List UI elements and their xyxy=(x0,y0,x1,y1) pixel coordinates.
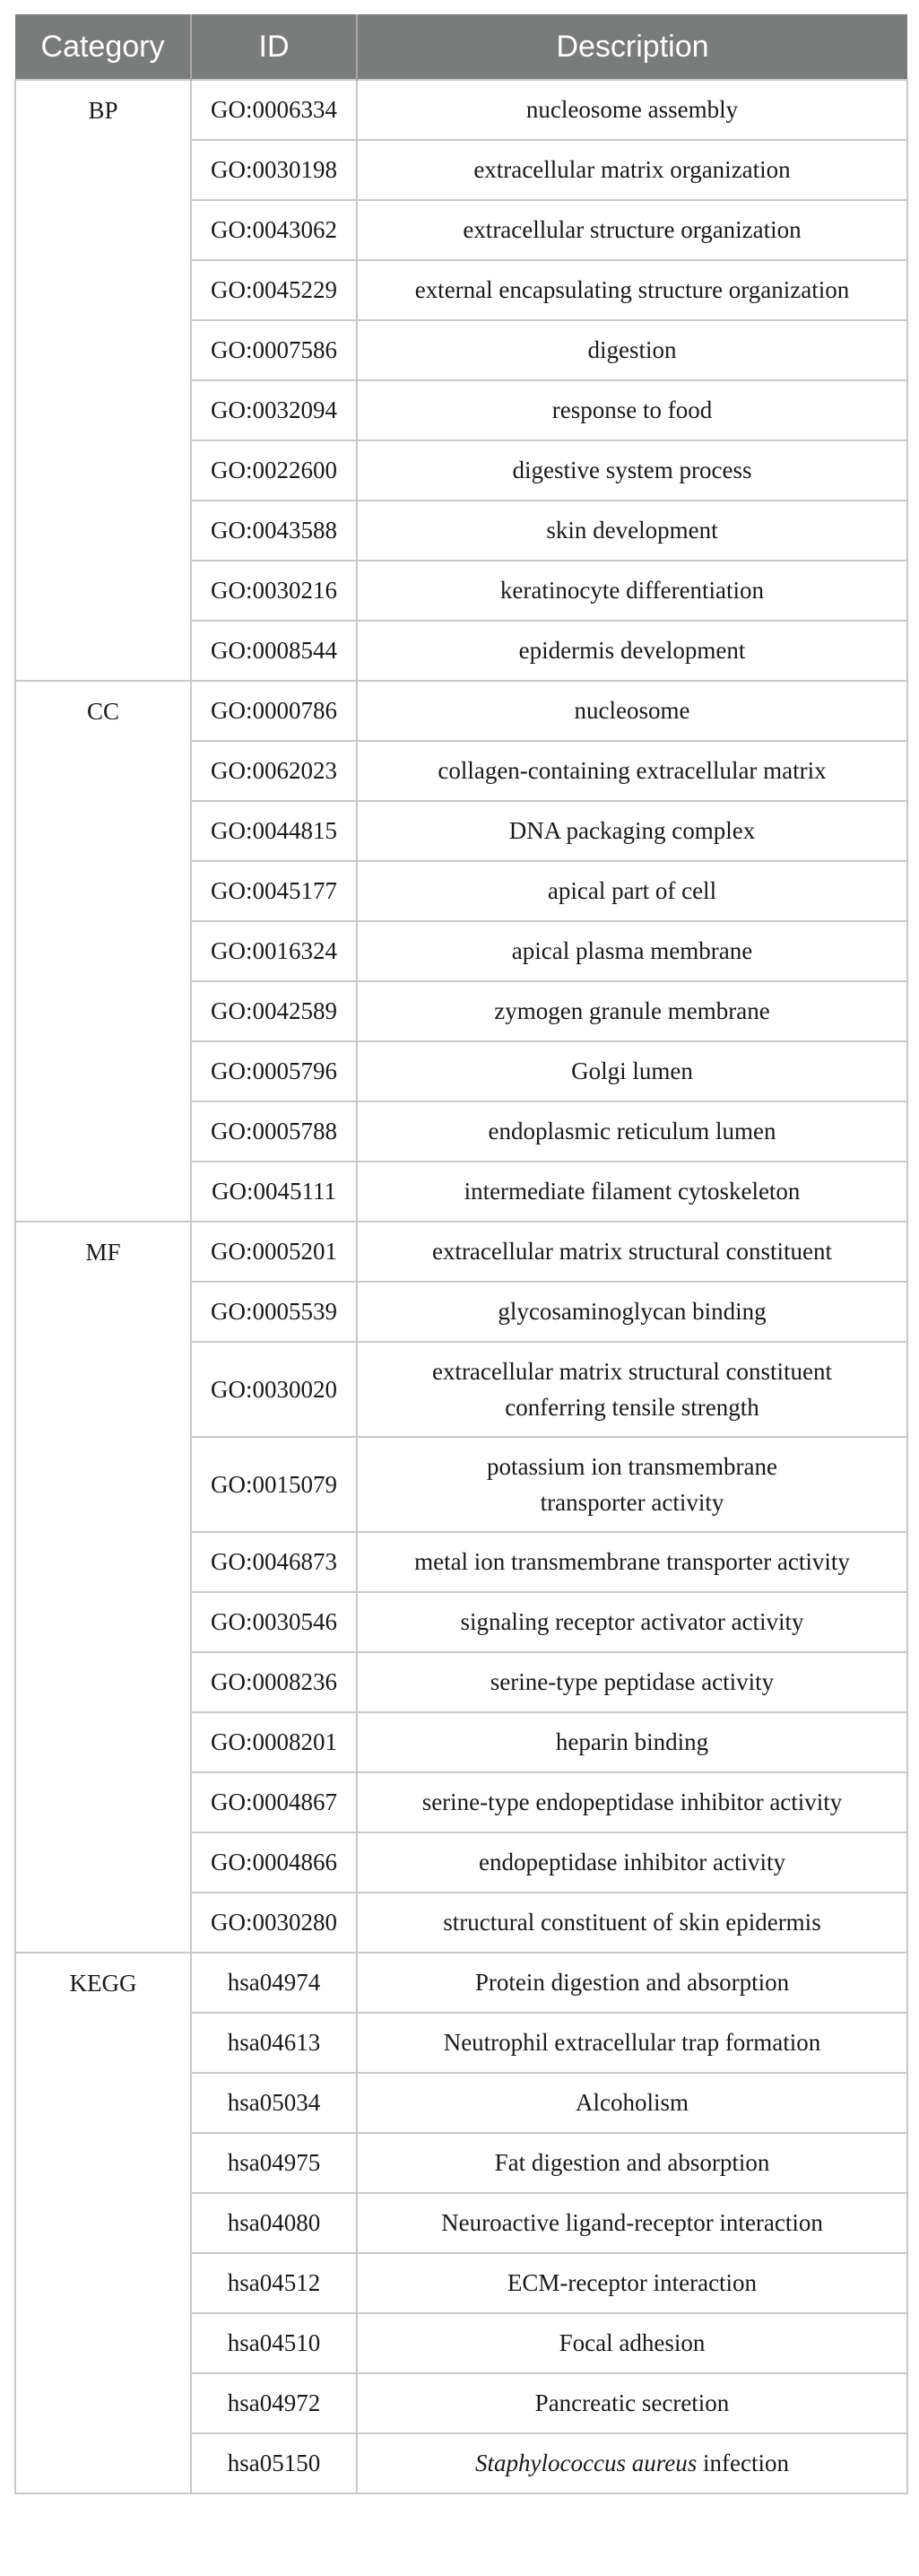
description-cell: DNA packaging complex xyxy=(357,801,907,861)
id-cell: hsa04080 xyxy=(191,2193,357,2253)
description-cell: Fat digestion and absorption xyxy=(357,2133,907,2193)
id-cell: hsa05034 xyxy=(191,2073,357,2133)
id-cell: hsa04974 xyxy=(191,1953,357,2013)
id-cell: GO:0022600 xyxy=(191,440,357,500)
category-cell: MF xyxy=(15,1222,191,1953)
id-cell: GO:0042589 xyxy=(191,981,357,1041)
id-cell: GO:0004867 xyxy=(191,1772,357,1832)
id-cell: hsa05150 xyxy=(191,2433,357,2493)
id-cell: GO:0044815 xyxy=(191,801,357,861)
description-cell: epidermis development xyxy=(357,621,907,681)
description-line-1: potassium ion transmembrane xyxy=(487,1453,777,1480)
description-cell: metal ion transmembrane transporter activity xyxy=(357,1532,907,1592)
description-cell: Alcoholism xyxy=(357,2073,907,2133)
description-cell: collagen-containing extracellular matrix xyxy=(357,741,907,801)
description-cell: extracellular matrix organization xyxy=(357,140,907,200)
description-line-1: extracellular matrix structural constituent xyxy=(431,1358,833,1385)
id-cell: hsa04510 xyxy=(191,2313,357,2373)
description-cell: intermediate filament cytoskeleton xyxy=(357,1162,907,1222)
table-body xyxy=(15,80,907,2493)
id-cell: GO:0005201 xyxy=(191,1222,357,1282)
table-header xyxy=(15,14,907,80)
description-cell: skin development xyxy=(357,500,907,561)
id-cell: GO:0043062 xyxy=(191,200,357,260)
id-cell: GO:0030546 xyxy=(191,1592,357,1652)
category-cell: BP xyxy=(15,80,191,681)
header-description: Description xyxy=(357,14,907,80)
id-cell: GO:0032094 xyxy=(191,380,357,440)
id-cell: hsa04972 xyxy=(191,2373,357,2433)
id-cell: GO:0045111 xyxy=(191,1162,357,1222)
description-cell: zymogen granule membrane xyxy=(357,981,907,1041)
header-category: Category xyxy=(15,14,191,80)
description-cell: Pancreatic secretion xyxy=(357,2373,907,2433)
table-row xyxy=(15,681,907,741)
description-cell xyxy=(357,2433,907,2493)
description-cell: Neutrophil extracellular trap formation xyxy=(357,2013,907,2073)
description-cell xyxy=(357,1342,907,1437)
id-cell: GO:0046873 xyxy=(191,1532,357,1592)
id-cell: GO:0007586 xyxy=(191,320,357,380)
description-cell: response to food xyxy=(357,380,907,440)
description-cell: extracellular matrix structural constituent xyxy=(357,1222,907,1282)
id-cell: GO:0006334 xyxy=(191,80,357,140)
description-cell xyxy=(357,1437,907,1532)
description-cell: heparin binding xyxy=(357,1712,907,1772)
description-cell: nucleosome xyxy=(357,681,907,741)
id-cell: GO:0005796 xyxy=(191,1041,357,1101)
description-cell: digestion xyxy=(357,320,907,380)
description-cell: Golgi lumen xyxy=(357,1041,907,1101)
id-cell: GO:0045229 xyxy=(191,260,357,320)
description-cell: Protein digestion and absorption xyxy=(357,1953,907,2013)
id-cell: GO:0008236 xyxy=(191,1652,357,1712)
table-row xyxy=(15,1953,907,2013)
id-cell: hsa04975 xyxy=(191,2133,357,2193)
id-cell: hsa04613 xyxy=(191,2013,357,2073)
enrichment-table xyxy=(14,14,908,2494)
description-cell: structural constituent of skin epidermis xyxy=(357,1893,907,1953)
header-id: ID xyxy=(191,14,357,80)
id-cell: GO:0062023 xyxy=(191,741,357,801)
description-cell: signaling receptor activator activity xyxy=(357,1592,907,1652)
description-cell: serine-type endopeptidase inhibitor activity xyxy=(357,1772,907,1832)
description-cell: apical plasma membrane xyxy=(357,921,907,981)
description-cell: digestive system process xyxy=(357,440,907,500)
description-cell: glycosaminoglycan binding xyxy=(357,1282,907,1342)
description-cell: endoplasmic reticulum lumen xyxy=(357,1101,907,1162)
id-cell: GO:0008201 xyxy=(191,1712,357,1772)
id-cell: GO:0030280 xyxy=(191,1893,357,1953)
category-cell: KEGG xyxy=(15,1953,191,2493)
id-cell: GO:0008544 xyxy=(191,621,357,681)
description-cell: external encapsulating structure organization xyxy=(357,260,907,320)
id-cell: GO:0005539 xyxy=(191,1282,357,1342)
id-cell: GO:0030020 xyxy=(191,1342,357,1437)
id-cell: GO:0000786 xyxy=(191,681,357,741)
description-cell: endopeptidase inhibitor activity xyxy=(357,1832,907,1893)
id-cell: GO:0016324 xyxy=(191,921,357,981)
id-cell: GO:0030216 xyxy=(191,561,357,621)
description-cell: keratinocyte differentiation xyxy=(357,561,907,621)
description-cell: Focal adhesion xyxy=(357,2313,907,2373)
description-line-2: transporter activity xyxy=(540,1489,724,1516)
description-cell: Neuroactive ligand-receptor interaction xyxy=(357,2193,907,2253)
category-cell: CC xyxy=(15,681,191,1222)
id-cell: GO:0005788 xyxy=(191,1101,357,1162)
description-cell: nucleosome assembly xyxy=(357,80,907,140)
description-cell: serine-type peptidase activity xyxy=(357,1652,907,1712)
id-cell: GO:0004866 xyxy=(191,1832,357,1893)
description-text: infection xyxy=(702,2450,789,2476)
table-row xyxy=(15,80,907,140)
description-italic-text: Staphylococcus aureus xyxy=(475,2450,698,2476)
description-cell: apical part of cell xyxy=(357,861,907,921)
id-cell: GO:0015079 xyxy=(191,1437,357,1532)
table-row xyxy=(15,1222,907,1282)
id-cell: GO:0030198 xyxy=(191,140,357,200)
id-cell: GO:0045177 xyxy=(191,861,357,921)
description-cell: extracellular structure organization xyxy=(357,200,907,260)
id-cell: hsa04512 xyxy=(191,2253,357,2313)
id-cell: GO:0043588 xyxy=(191,500,357,561)
description-line-2: conferring tensile strength xyxy=(505,1394,759,1421)
description-cell: ECM-receptor interaction xyxy=(357,2253,907,2313)
